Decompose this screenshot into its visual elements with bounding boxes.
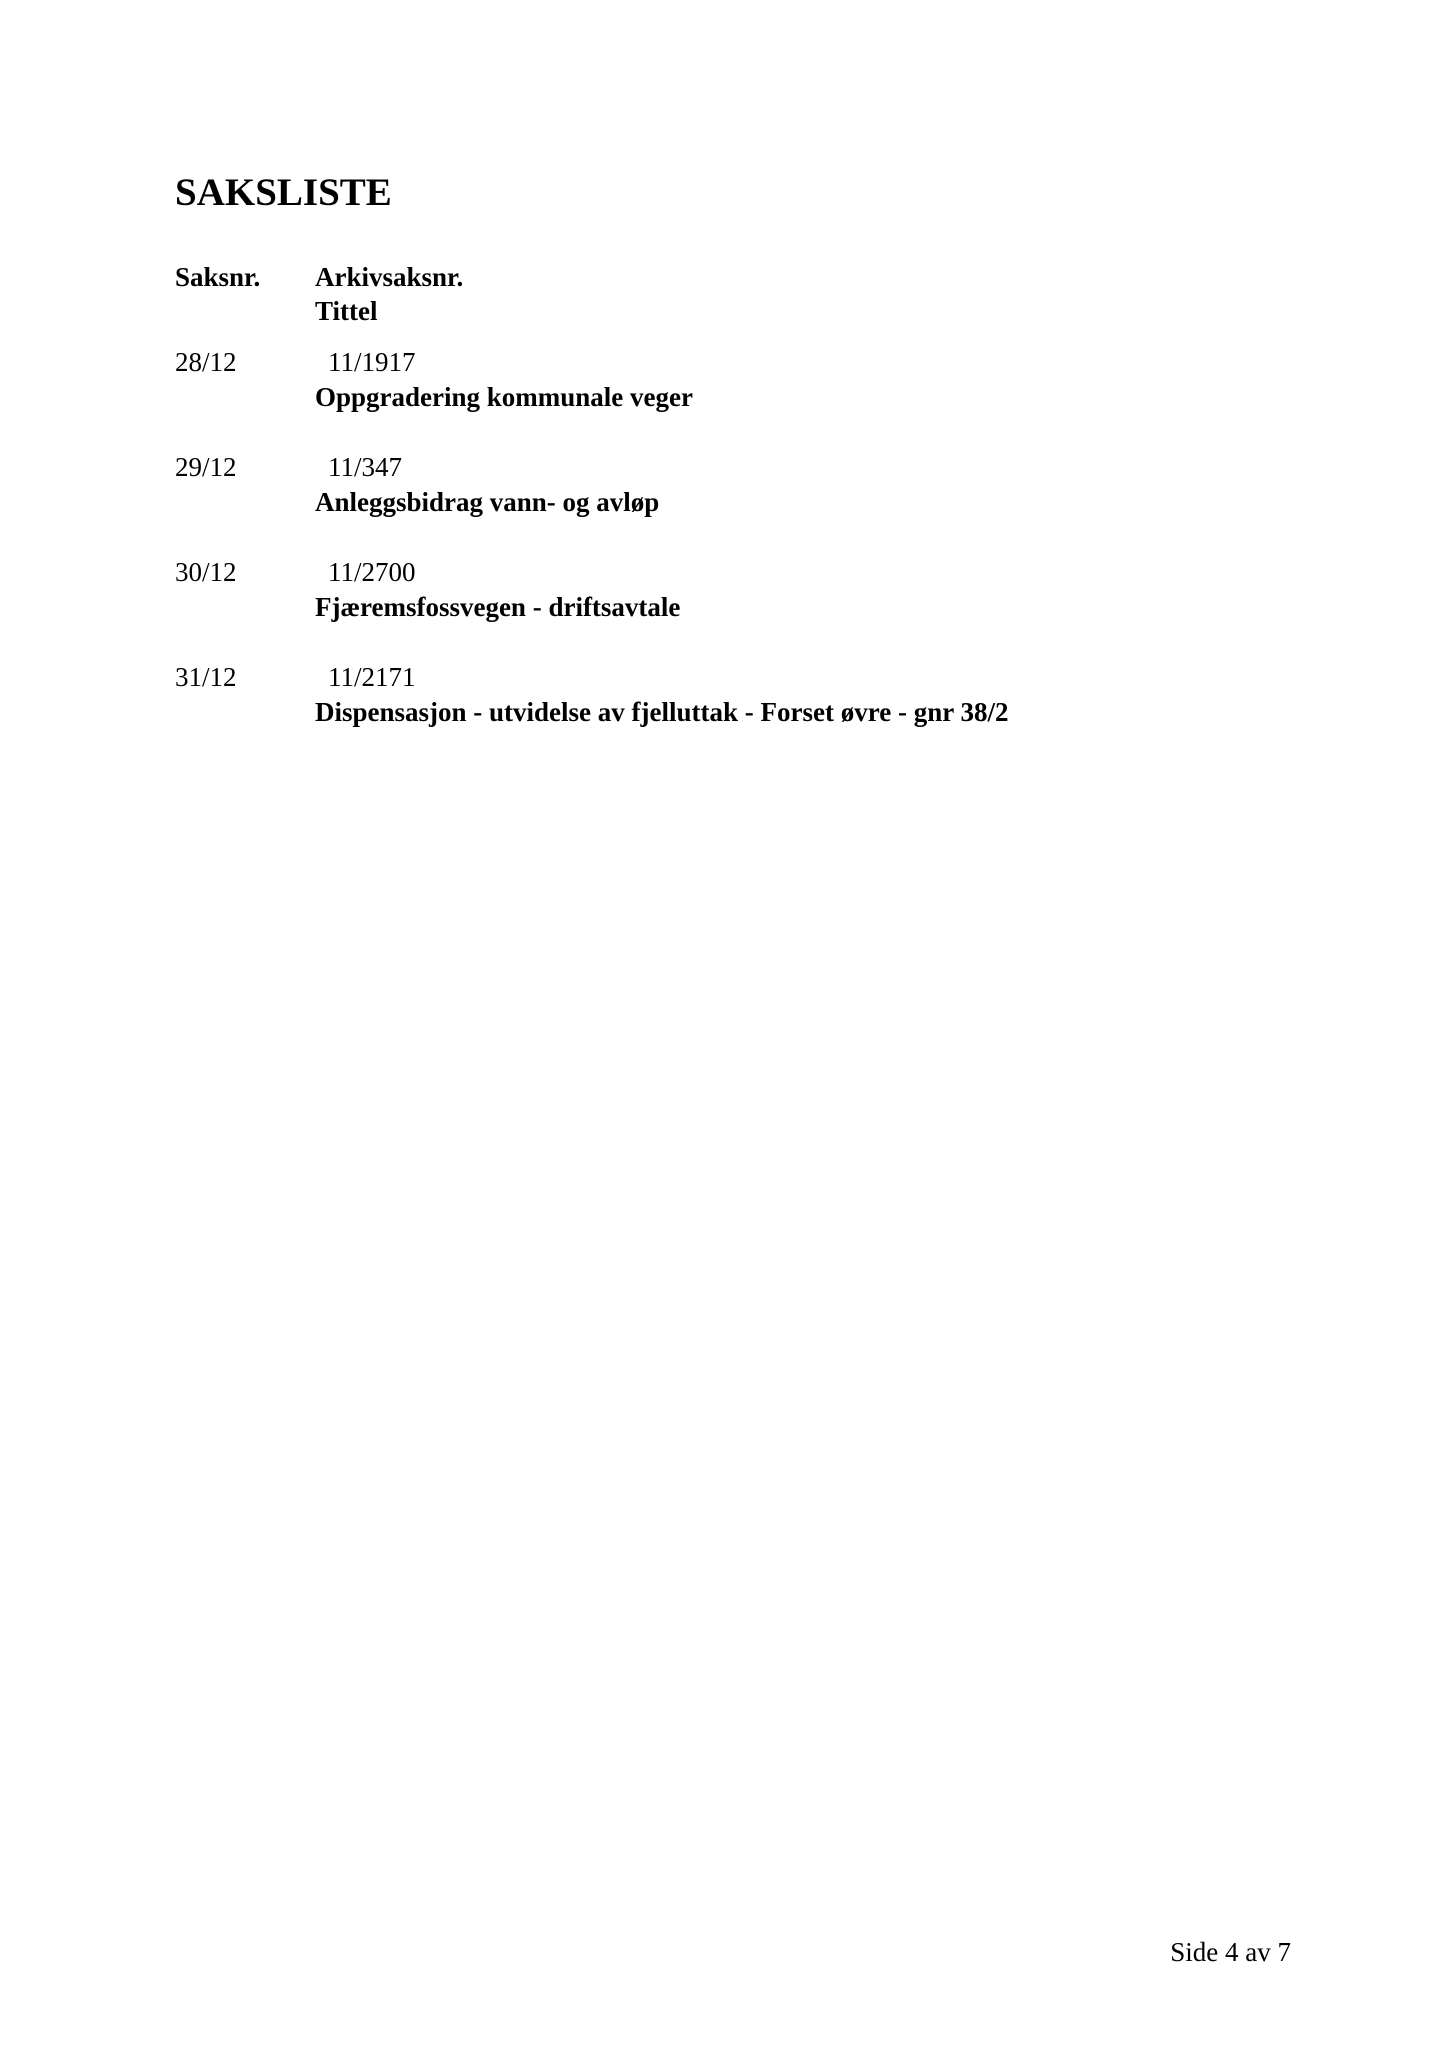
item-tittel: Dispensasjon - utvidelse av fjelluttak - Forset øvre - gnr 38/2	[315, 697, 1009, 727]
item-arkivsaksnr: 11/347	[328, 452, 402, 482]
header-arkivsaksnr: Arkivsaksnr.	[315, 262, 464, 292]
list-item	[175, 555, 1275, 635]
list-item	[175, 660, 1275, 740]
item-tittel: Anleggsbidrag vann- og avløp	[315, 487, 660, 517]
item-arkivsaksnr: 11/1917	[328, 347, 416, 377]
list-item	[175, 450, 1275, 530]
item-arkivsaksnr: 11/2700	[328, 557, 416, 587]
item-arkivsaksnr: 11/2171	[328, 662, 416, 692]
item-saksnr: 28/12	[175, 347, 237, 377]
item-saksnr: 30/12	[175, 557, 237, 587]
item-saksnr: 31/12	[175, 662, 237, 692]
item-saksnr: 29/12	[175, 452, 237, 482]
page-number: Side 4 av 7	[1170, 1937, 1291, 1967]
header-right-group	[315, 260, 463, 328]
page-title: SAKSLISTE	[175, 171, 392, 214]
item-tittel: Oppgradering kommunale veger	[315, 382, 693, 412]
item-tittel: Fjæremsfossvegen - driftsavtale	[315, 592, 681, 622]
list-item	[175, 345, 1275, 425]
header-saksnr: Saksnr.	[175, 262, 261, 292]
header-tittel: Tittel	[315, 296, 378, 326]
